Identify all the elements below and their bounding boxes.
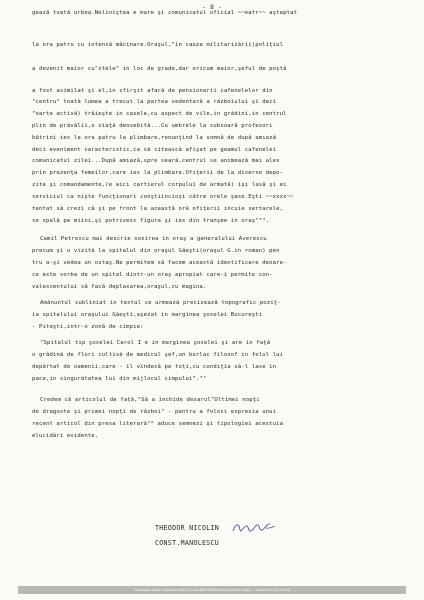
text-line: tentat să crezi că şi pe front la această oră ofiţerii incuie sertarele, bbox=[32, 206, 284, 212]
text-line: serviciul ca nişte funcţionari conştiincioşi către orele şase.Eşti ~~xxxx~~ bbox=[32, 194, 294, 200]
text-line: pace,in singurătatea lui din mijlocul cimpului".³⁵ bbox=[32, 376, 207, 382]
handwritten-signature bbox=[232, 521, 276, 535]
text-line: elucidări evidente. bbox=[32, 433, 99, 439]
text-line: Amănuntul subliniat in textul ce urmează precizează topografic poziţ- bbox=[40, 300, 281, 306]
text-line: precum şi o vizită la spitalul din oraşul Găeşti(oraşul G.in roman) pen bbox=[32, 248, 280, 254]
page-number: - 8 - bbox=[202, 3, 222, 11]
text-line: deci eveniment caracteristic,ca să citească afişat pe geamul cafenelei bbox=[32, 147, 277, 153]
signature-name-1: THEODOR NICOLIN bbox=[155, 524, 220, 532]
text-line: "Spitalul tip şoselei Carol I e in marginea şoselei şi are in faţă bbox=[40, 340, 271, 346]
text-line: ia spitalului oraşului Găeşti,aşezat in marginea şoselei Bucureşti bbox=[32, 312, 263, 318]
text-line: depărtat de oamenii,care - il vindecă pe toţi,cu condiţia să-l lase in bbox=[32, 364, 277, 370]
text-line: Camil Petrescu mai descrie sosirea in oraş a generalului Averescu bbox=[40, 236, 267, 242]
text-line: se spală pe miini,şi potrivesc figura şi ies din tranşee in oraş"³⁴. bbox=[32, 218, 270, 224]
text-line: la ora patru cu intensă măcinare.Oraşul,"in cauza militarizării(poliţiul bbox=[32, 42, 284, 48]
text-line: "centru" toată lumea a trecut la partea sedentară a războiului şi deci bbox=[32, 99, 277, 105]
text-line: a fost asimilat şi el,in sfirşit afară de pensionarii cafenelelor din bbox=[32, 88, 273, 94]
text-line: a devenit maior cu"stele" in loc de grade,dar oricum maior,şeful de poştă bbox=[32, 66, 287, 72]
text-line: recent articol din presa literară³⁶ aduce semnezi şi tipologiei acestuia bbox=[32, 421, 284, 427]
text-line: valescentului să facă deplasarea,oraşul,cu magina. bbox=[32, 284, 207, 290]
archive-footer-strip: Procesată după originalul aflat în colecţiile Bibliotecii Judeţene Argeş — document de arhivă bbox=[18, 586, 406, 594]
text-line: - Piteşti,intr-o zonă de cimpie: bbox=[32, 324, 144, 330]
text-line: prin prezenţa femeilor,care ies la plimbare.Ofiţerii de la diverse depo- bbox=[32, 170, 284, 176]
text-line: plin de prăvălii,o viaţă deosebită...Cu umbrele la subsoară profesori bbox=[32, 123, 273, 129]
text-line: comunicatul zilei...După amiază,spre seară,centrul se animează mai ales bbox=[32, 158, 280, 164]
text-line: tru a-şi vedea un ostaş.Ne permitem să facem această identificare deoare- bbox=[32, 260, 287, 266]
text-line: zite şi comandamente,(e aici cartierul corpului de armată) işi lasă şi ei bbox=[32, 182, 287, 188]
text-line: "oarte activă) trăieşte in casele,cu aspect de vile,in grădini,in centrul bbox=[32, 111, 287, 117]
text-line: bătrini ies la ora patru la plimbare,renunţind la somnă de după amiază bbox=[32, 135, 277, 141]
signature-name-2: CONST.MANOLESCU bbox=[155, 539, 220, 547]
text-line: gează toată urbea.Neliniştea e mare şi comunicatul oficial ~~eatr~~ aşteptat bbox=[32, 10, 298, 16]
text-line: o grădină de flori cultivă de medicul şef,un burlac filozof in felul lui bbox=[32, 352, 284, 358]
text-line: de dragoste şi primei nopţi de război" - pentru a folosi expresia unui bbox=[32, 409, 277, 415]
text-line: ce este vorba de un spital dintr-un oraş apropiat care-i permite con- bbox=[32, 272, 273, 278]
text-line: Credem că articolul de faţă,"Să a inchide desarul"Ultimei nopţi bbox=[40, 397, 260, 403]
